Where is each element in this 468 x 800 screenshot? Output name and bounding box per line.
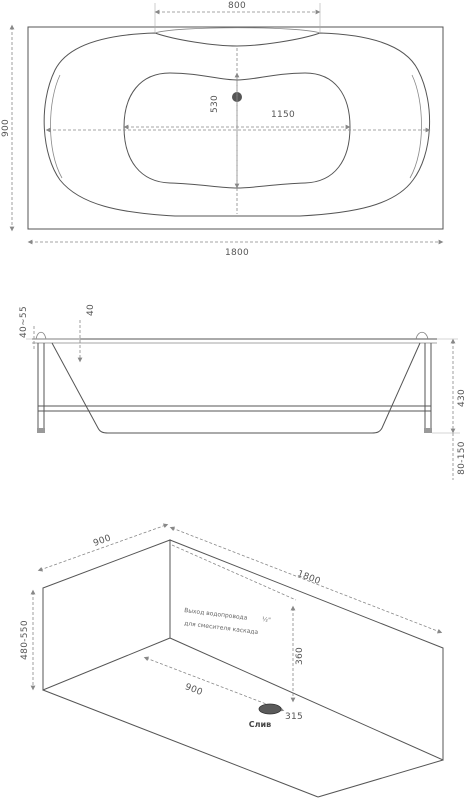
top-view <box>1 1 443 258</box>
dim-800-label: 800 <box>227 1 247 11</box>
side-view <box>19 304 467 480</box>
dim-floor-900-label: 900 <box>183 682 204 699</box>
dim-480-550-label: 480-550 <box>20 620 30 660</box>
drain-icon <box>259 704 281 714</box>
drain-label: Слив <box>248 720 272 729</box>
dim-80-150-label: 80-150 <box>457 441 467 475</box>
dim-1150-label: 1150 <box>270 110 296 120</box>
headrest-edge <box>155 28 320 33</box>
frame-crossbar <box>38 406 431 411</box>
foot-right <box>424 428 432 433</box>
dim-530-label: 530 <box>210 94 220 114</box>
dim-floor-900-line <box>146 658 282 710</box>
left-wall <box>43 540 170 690</box>
dim-1800-label: 1800 <box>224 248 250 258</box>
dim-wall-900-line <box>40 525 166 570</box>
outlet-text-line1: Выход водопровода <box>183 607 248 622</box>
dim-40-label: 40 <box>86 303 96 317</box>
installation-view <box>20 525 443 797</box>
right-headrest-bump <box>416 332 428 339</box>
top-view-outline <box>28 27 443 229</box>
dim-430-label: 430 <box>457 388 467 408</box>
dim-315-label: 315 <box>284 712 304 722</box>
dim-40-55-label: 40~55 <box>19 306 29 338</box>
dim-wall-1800-label: 1800 <box>295 569 322 588</box>
dim-360-label: 360 <box>295 646 305 666</box>
foot-left <box>37 428 45 433</box>
dim-900-label: 900 <box>1 118 11 138</box>
left-headrest-bump <box>36 332 46 339</box>
dim-wall-900-label: 900 <box>92 533 113 549</box>
outlet-fraction: ½" <box>261 616 272 625</box>
outlet-guide-horizontal <box>172 545 296 600</box>
outlet-text-line2: для смесителя каскада <box>183 620 259 637</box>
floor-right-edge <box>318 760 443 797</box>
tub-rim-right-inner <box>410 75 422 178</box>
tub-rim-left-inner <box>51 75 63 178</box>
tub-body-profile <box>52 343 420 433</box>
